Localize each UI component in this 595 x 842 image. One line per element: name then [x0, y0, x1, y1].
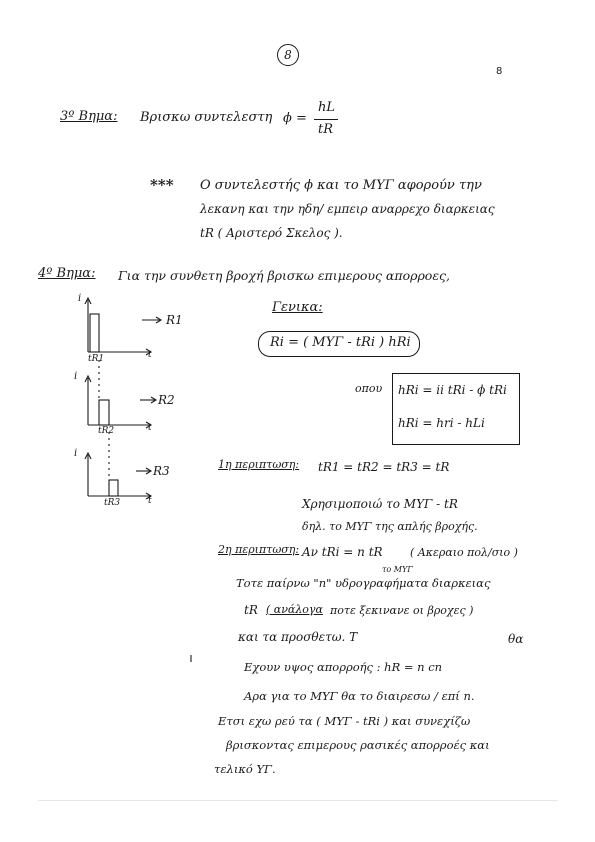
plot1-axis-i: i [78, 293, 82, 304]
step3-phi: ϕ = [283, 111, 307, 126]
plot1-axis-t: t [148, 350, 152, 360]
general-formula: Ri = ( ΜΥΓ - tRi ) hRi [270, 335, 411, 350]
step4-label: 4º Βημα: [38, 266, 96, 281]
plot2-axis-t: t [148, 423, 152, 433]
case2-line5: Αρα για το ΜΥΓ θα το διαιρεσω / επί n. [244, 689, 475, 703]
plot2-result: R2 [158, 393, 175, 407]
case2-eq: Αν tRi = n tR [302, 545, 383, 559]
plot3-axis-t: t [148, 496, 152, 506]
case2-line7: βρισκοντας επιμερους ρασικές απορροές και [226, 738, 490, 752]
plot1-label: tR1 [88, 354, 105, 364]
hyetograph-2 [85, 360, 156, 428]
case1-line1: Χρησιμοποιώ το ΜΥΓ - tR [302, 497, 458, 511]
general-where: οπου [355, 382, 383, 395]
plot3-axis-i: i [74, 448, 78, 459]
case1-line2: δηλ. το ΜΥΓ της απλής βροχής. [302, 520, 478, 533]
case2-line4: Εχουν υψος απορροής : hR = n cn [244, 660, 443, 674]
hyetograph-3 [85, 432, 151, 499]
step4-text: Για την συνθετη βροχή βρισκω επιμερους απορροες, [118, 268, 451, 283]
case2-line2c: ποτε ξεκινανε οι βροχες ) [330, 604, 474, 617]
circled-page-text: 8 [284, 48, 292, 62]
case2-line2a: tR [244, 603, 258, 617]
step3-text: Βρισκω συντελεστη [140, 110, 273, 125]
general-title: Γενικα: [272, 300, 323, 315]
step3-fraction-num: hL [318, 100, 336, 115]
case2-sup: το ΜΥΓ [382, 565, 413, 574]
case2-line3b: θα [508, 632, 524, 646]
general-eq2: hRi = hri - hLi [398, 416, 485, 430]
hyetograph-1 [85, 298, 161, 355]
case2-line8: τελικό ΥΓ. [214, 762, 276, 776]
bottom-divider [38, 800, 558, 801]
case2-line2b: ( ανάλογα [266, 603, 323, 616]
step3-fraction-den: tR [318, 122, 334, 137]
case2-line6: Ετσι εχω ρεύ τα ( ΜΥΓ - tRi ) και συνεχίζω [218, 714, 471, 728]
case2-label: 2η περιπτωση: [218, 543, 300, 556]
plot1-result: R1 [166, 313, 183, 327]
note-stars: *** [150, 176, 174, 194]
case2-line1: Τοτε παίρνω "n" υδρογραφήματα διαρκειας [236, 576, 491, 590]
note-line3: tR ( Αριστερό Σκελος ). [200, 226, 343, 240]
note-line2: λεκανη και την ηδη/ εμπειρ αναρρεχο διαρκειας [200, 202, 495, 216]
plot3-result: R3 [153, 464, 170, 478]
page-number: 8 [496, 66, 503, 77]
plot2-label: tR2 [98, 426, 115, 436]
case2-line3: και τα προσθετω. Τ [238, 630, 358, 644]
case1-label: 1η περιπτωση: [218, 458, 300, 471]
general-eq1: hRi = ii tRi - ϕ tRi [398, 383, 507, 397]
plot3-label: tR3 [104, 498, 121, 508]
case1-eq: tR1 = tR2 = tR3 = tR [318, 460, 450, 474]
step3-label: 3º Βημα: [60, 109, 118, 124]
case2-paren: ( Ακεραιο πολ/σιο ) [410, 546, 518, 559]
note-line1: Ο συντελεστής ϕ και το ΜΥΓ αφορούν την [200, 178, 482, 193]
plot2-axis-i: i [74, 371, 78, 382]
